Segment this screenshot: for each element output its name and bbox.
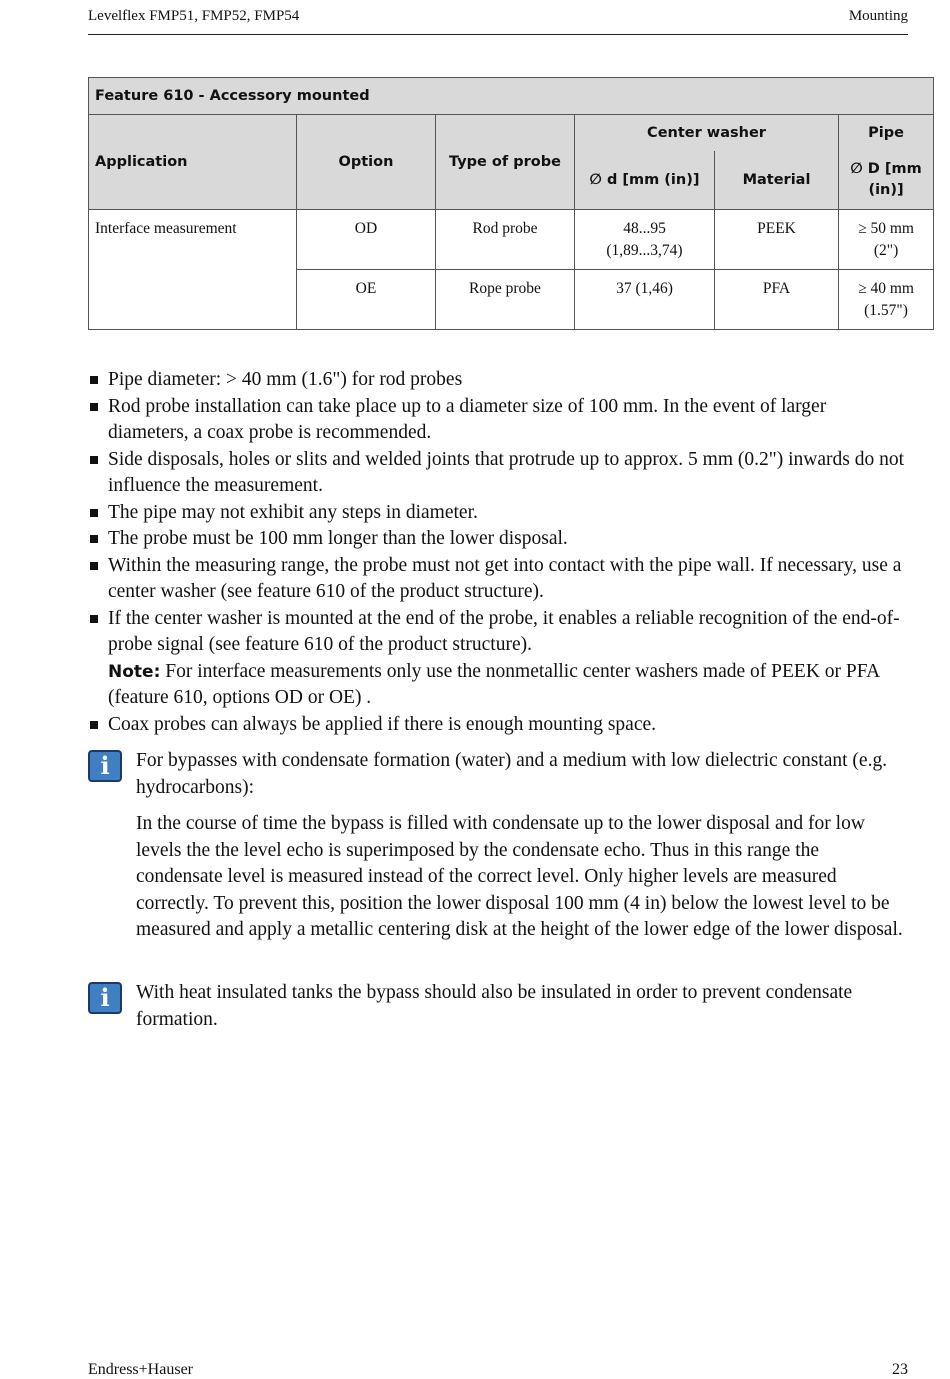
header-diameter-D: ∅ D [mm (in)] xyxy=(839,151,934,210)
info-icon: i xyxy=(88,982,122,1014)
note xyxy=(108,659,910,712)
header-option: Option xyxy=(297,115,436,210)
bullet-square-icon xyxy=(90,562,98,570)
document-title: Levelflex FMP51, FMP52, FMP54 xyxy=(88,8,300,24)
cell-diameter-D-line2: (1.57") xyxy=(864,302,908,319)
section-title: Mounting xyxy=(848,8,908,24)
table-caption: Feature 610 - Accessory mounted xyxy=(89,78,934,115)
header-pipe: Pipe xyxy=(839,115,934,152)
header-material: Material xyxy=(715,151,839,210)
info-icon: i xyxy=(88,750,122,782)
list-item: Side disposals, holes or slits and welded joints that protrude up to approx. 5 mm (0.2") inwards do not influence the measurement. xyxy=(88,447,910,500)
bullet-square-icon xyxy=(90,403,98,411)
header-application: Application xyxy=(89,115,297,210)
cell-diameter-d-line2: (1,89...3,74) xyxy=(606,242,683,259)
cell-type: Rope probe xyxy=(436,270,575,330)
list-item: The pipe may not exhibit any steps in diameter. xyxy=(88,500,910,527)
cell-material: PFA xyxy=(715,270,839,330)
cell-diameter-D-line1: ≥ 50 mm xyxy=(858,220,914,237)
cell-diameter-d-line1: 48...95 xyxy=(623,220,666,237)
bullet-square-icon xyxy=(90,509,98,517)
cell-diameter-D xyxy=(839,270,934,330)
bullet-square-icon xyxy=(90,615,98,623)
bullet-square-icon xyxy=(90,376,98,384)
cell-option: OE xyxy=(297,270,436,330)
cell-diameter-D-line2: (2") xyxy=(873,242,899,259)
company-name: Endress+Hauser xyxy=(88,1361,193,1378)
cell-diameter-D-line1: ≥ 40 mm xyxy=(858,280,914,297)
cell-diameter-d xyxy=(575,210,715,270)
list-item: Pipe diameter: > 40 mm (1.6") for rod probes xyxy=(88,367,910,394)
cell-diameter-d xyxy=(575,270,715,330)
cell-material: PEEK xyxy=(715,210,839,270)
header-diameter-d: ∅ d [mm (in)] xyxy=(575,151,715,210)
info-block-insulation xyxy=(88,980,910,1043)
bullet-square-icon xyxy=(90,535,98,543)
list-item: The probe must be 100 mm longer than the lower disposal. xyxy=(88,526,910,553)
info-paragraph: For bypasses with condensate formation (water) and a medium with low dielectric constant (e.g. hydrocarbons): xyxy=(136,750,888,798)
bullet-square-icon xyxy=(90,456,98,464)
table-row xyxy=(89,210,934,270)
list-item: If the center washer is mounted at the end of the probe, it enables a reliable recognition of the end-of-probe signal (see feature 610 of the product structure). Note: For interface measurements only use the nonmetallic center washers made of PEEK or PFA (feature 610, options OD or OE) . xyxy=(88,606,910,712)
requirements-list xyxy=(88,367,910,738)
list-item: Rod probe installation can take place up to a diameter size of 100 mm. In the event of larger diameters, a coax probe is recommended. xyxy=(88,394,910,447)
info-block-condensate xyxy=(88,748,910,954)
cell-application: Interface measurement xyxy=(89,210,297,330)
accessory-table xyxy=(88,77,934,330)
cell-diameter-d-line1: 37 (1,46) xyxy=(616,280,673,297)
note-label: Note: xyxy=(108,661,161,682)
list-item: Coax probes can always be applied if there is enough mounting space. xyxy=(88,712,910,739)
page-number: 23 xyxy=(892,1361,908,1378)
header-center-washer: Center washer xyxy=(575,115,839,152)
bullet-square-icon xyxy=(90,721,98,729)
list-item: Within the measuring range, the probe must not get into contact with the pipe wall. If necessary, use a center washer (see feature 610 of the product structure). xyxy=(88,553,910,606)
cell-type: Rod probe xyxy=(436,210,575,270)
page-header xyxy=(88,6,908,35)
note-text: For interface measurements only use the nonmetallic center washers made of PEEK or PFA (feature 610, options OD or OE) . xyxy=(108,660,880,708)
info-paragraph: In the course of time the bypass is filled with condensate up to the lower disposal and for low levels the the level echo is superimposed by the condensate echo. Thus in this range the condensate level is measured instead of the correct level. Only higher levels are measured correctly. To prevent this, position the lower disposal 100 mm (4 in) below the lowest level to be measured and apply a metallic centering disk at the height of the lower edge of the lower disposal. xyxy=(136,813,903,940)
info-paragraph: With heat insulated tanks the bypass should also be insulated in order to prevent condensate formation. xyxy=(136,982,853,1030)
header-type-of-probe: Type of probe xyxy=(436,115,575,210)
cell-option: OD xyxy=(297,210,436,270)
page-footer xyxy=(88,1361,908,1379)
cell-diameter-D xyxy=(839,210,934,270)
